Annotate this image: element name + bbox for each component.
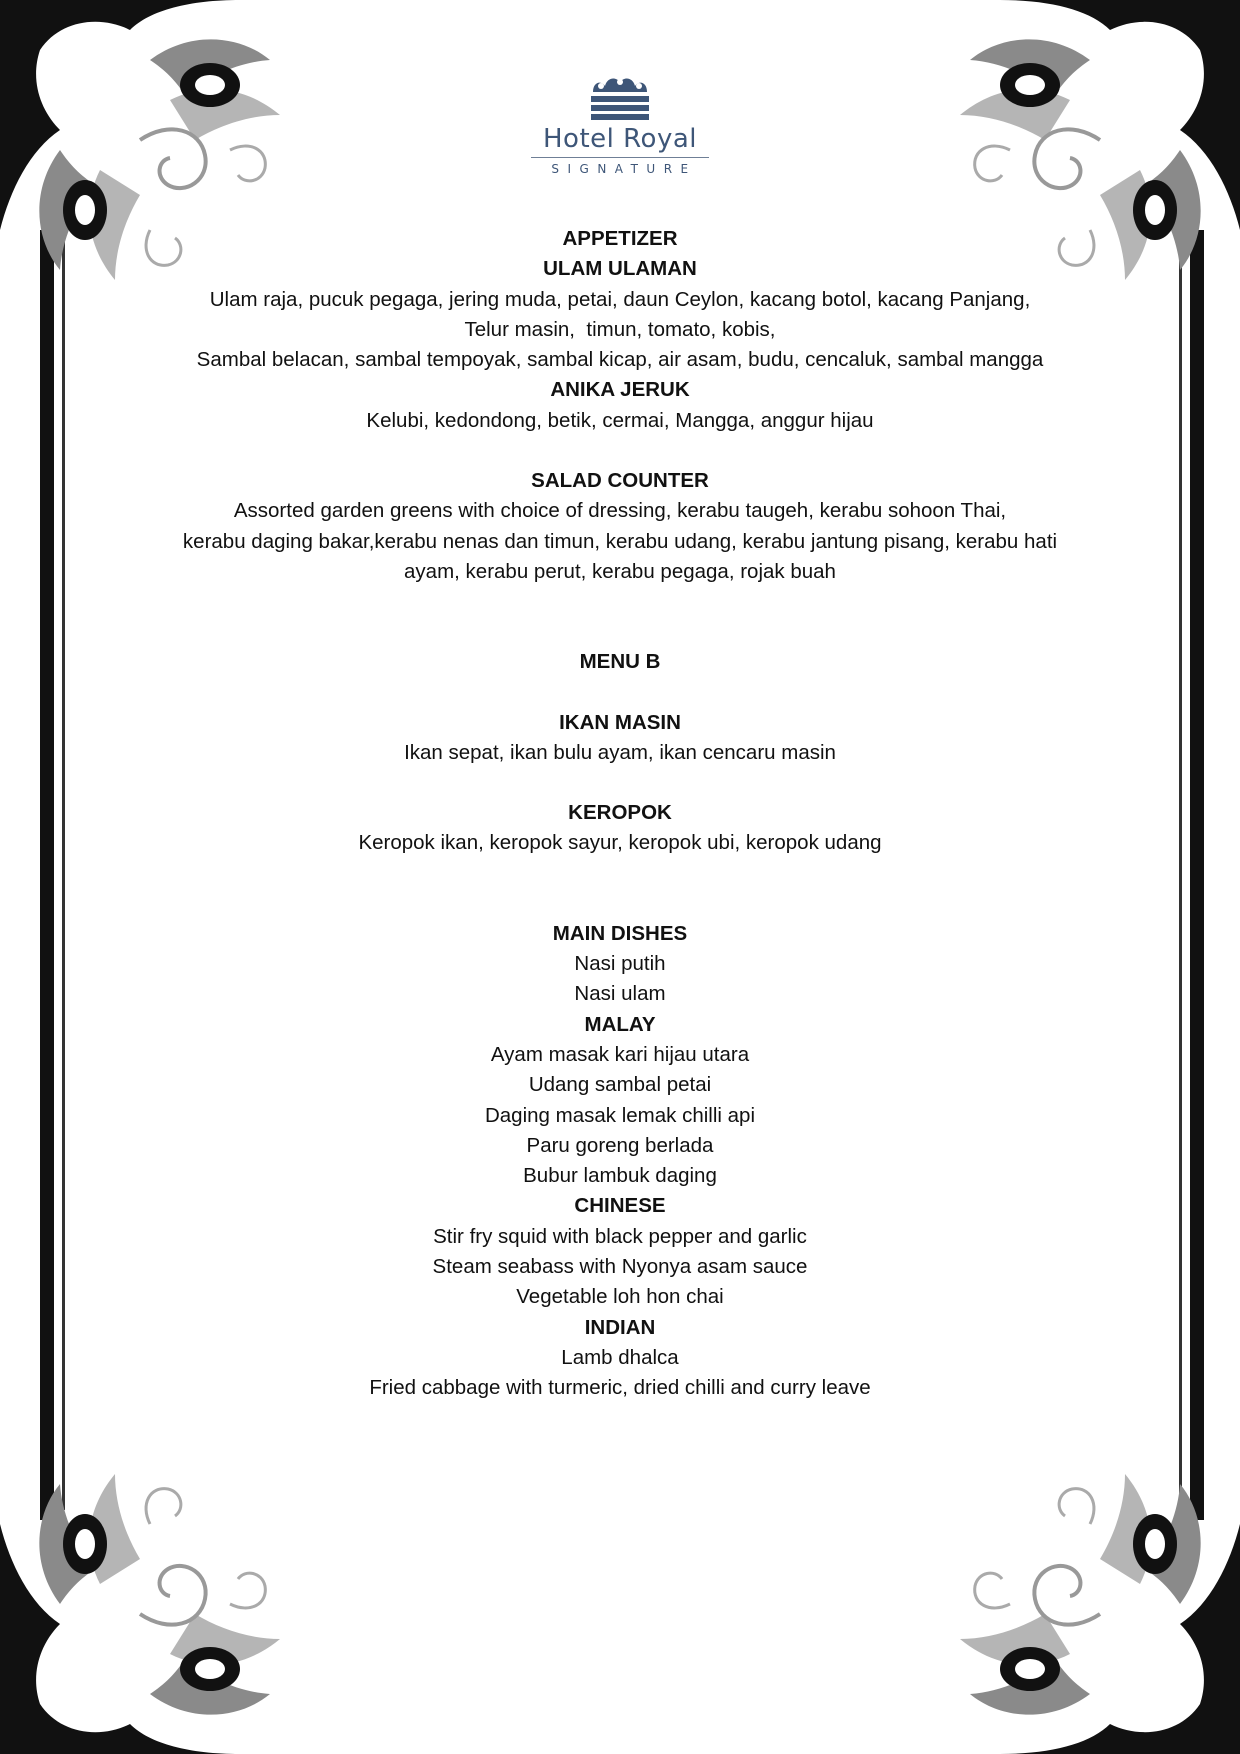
subsection-title-malay: MALAY xyxy=(584,1012,656,1036)
section-title-keropok: KEROPOK xyxy=(568,801,672,825)
subsection-title-indian: INDIAN xyxy=(584,1315,656,1339)
section-title-ikan-masin: IKAN MASIN xyxy=(559,710,681,734)
menu-line: Nasi putih xyxy=(574,952,666,976)
crown-h-icon xyxy=(589,74,651,122)
menu-line: Ulam raja, pucuk pegaga, jering muda, petai, daun Ceylon, kacang botol, kacang Panjang, xyxy=(209,287,1031,311)
menu-line: Steam seabass with Nyonya asam sauce xyxy=(432,1255,808,1279)
menu-line: Lamb dhalca xyxy=(561,1345,679,1369)
section-title-appetizer: APPETIZER xyxy=(562,227,678,250)
menu-line: Telur masin, timun, tomato, kobis, xyxy=(464,317,776,341)
subsection-title-jeruk: ANIKA JERUK xyxy=(550,378,690,402)
section-title-menu-b: MENU B xyxy=(579,650,661,674)
menu-line: Nasi ulam xyxy=(574,982,666,1006)
hotel-logo xyxy=(520,74,720,178)
subsection-title-ulam: ULAM ULAMAN xyxy=(543,257,697,281)
menu-content xyxy=(160,224,1080,1404)
menu-line: Daging masak lemak chilli api xyxy=(484,1103,756,1127)
hotel-name: Hotel Royal xyxy=(543,124,697,154)
hotel-tagline: SIGNATURE xyxy=(551,162,697,176)
menu-line: Vegetable loh hon chai xyxy=(516,1285,724,1309)
menu-line: Ikan sepat, ikan bulu ayam, ikan cencaru masin xyxy=(404,740,836,764)
menu-line: Bubur lambuk daging xyxy=(523,1164,717,1188)
section-title-salad: SALAD COUNTER xyxy=(531,469,709,493)
menu-line: Paru goreng berlada xyxy=(526,1133,714,1157)
menu-line: Udang sambal petai xyxy=(528,1073,712,1097)
logo-divider xyxy=(531,157,709,158)
menu-line: Ayam masak kari hijau utara xyxy=(490,1042,750,1066)
menu-line: Sambal belacan, sambal tempoyak, sambal kicap, air asam, budu, cencaluk, sambal mangga xyxy=(196,348,1044,372)
menu-line: Kelubi, kedondong, betik, cermai, Mangga, anggur hijau xyxy=(366,408,874,432)
menu-line: Keropok ikan, keropok sayur, keropok ubi, keropok udang xyxy=(358,831,882,855)
menu-line: Fried cabbage with turmeric, dried chilli and curry leave xyxy=(369,1376,871,1400)
menu-line: Assorted garden greens with choice of dressing, kerabu taugeh, kerabu sohoon Thai, xyxy=(233,499,1007,523)
menu-line: ayam, kerabu perut, kerabu pegaga, rojak buah xyxy=(404,559,836,583)
subsection-title-chinese: CHINESE xyxy=(574,1194,666,1218)
section-title-main-dishes: MAIN DISHES xyxy=(552,921,688,945)
menu-line: Stir fry squid with black pepper and garlic xyxy=(433,1224,807,1248)
menu-line: kerabu daging bakar,kerabu nenas dan timun, kerabu udang, kerabu jantung pisang, kerabu hati xyxy=(182,529,1058,553)
